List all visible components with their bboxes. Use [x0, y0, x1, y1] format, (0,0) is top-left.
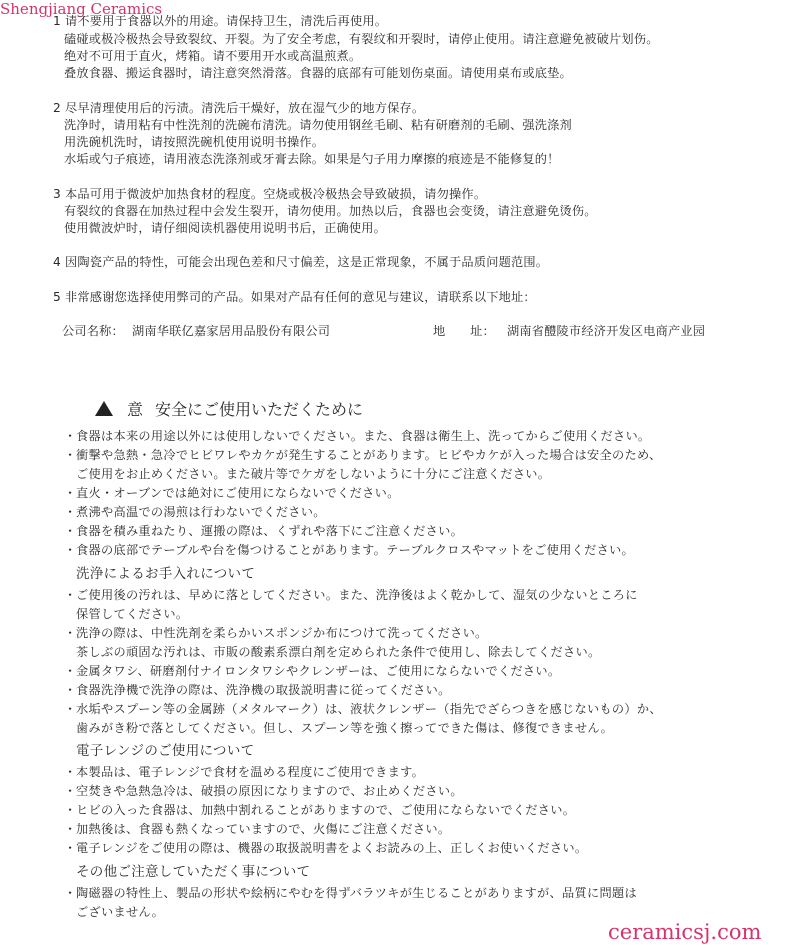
jp-line: ご使用をお止めください。また破片等でケガをしないように十分にご注意ください。 — [76, 467, 551, 481]
cn-line: 有裂纹的食器在加热过程中会发生裂开，请勿使用。加热以后，食器也会变烫，请注意避免烫伤。 — [64, 204, 597, 218]
jp-line: 歯みがき粉で落としてください。但し、スプーン等を強く擦ってできた傷は、修復できません。 — [76, 721, 614, 735]
jp-list-item: ・本製品は、電子レンジで食材を温める程度にご使用できます。 — [64, 765, 425, 779]
jp-list-item: ・電子レンジをご使用の際は、機器の取扱説明書をよくお読みの上、正しくお使いください。 — [64, 841, 588, 855]
cn-line: 叠放食器、搬运食器时，请注意突然滑落。食器的底部有可能划伤桌面。请使用桌布或底垫。 — [64, 66, 572, 80]
address: 湖南省醴陵市经济开发区电商产业园 — [507, 324, 706, 338]
jp-list-item: ・食器の底部でテーブルや台を傷つけることがあります。テーブルクロスやマットをご使用ください。 — [64, 543, 635, 557]
title-mark: 意 — [127, 400, 144, 419]
cn-item-5: 5 非常感谢您选择使用弊司的产品。如果对产品有任何的意见与建议，请联系以下地址： — [53, 290, 536, 304]
cn-line: 洗净时，请用粘有中性洗剂的洗碗布清洗。请勿使用钢丝毛刷、粘有研磨剂的毛刷、强洗涤剂 — [64, 118, 572, 132]
jp-line: 茶しぶの頑固な汚れは、市販の酸素系漂白剤を定められた条件で使用し、除去してください。 — [76, 645, 601, 659]
jp-list-item: ・金属タワシ、研磨剤付ナイロンタワシやクレンザーは、ご使用にならないでください。 — [64, 664, 561, 678]
title-text: 安全にご使用いただくために — [155, 400, 364, 419]
address-label: 地 址： — [433, 324, 495, 338]
cn-line: 水垢或勺子痕迹，请用液态洗涤剂或牙膏去除。如果是勺子用力摩擦的痕迹是不能修复的！ — [64, 152, 560, 166]
jp-list-item: ・陶磁器の特性上、製品の形状や絵柄にやむを得ずバラツキが生じることがありますが、品質に問題は — [64, 886, 637, 900]
jp-list-item: ・水垢やスプーン等の金属跡（メタルマーク）は、液状クレンザー（指先でざらつきを感じないもの）か、 — [64, 702, 662, 716]
company-name: 湖南华联亿嘉家居用品股份有限公司 — [132, 324, 331, 338]
jp-list-item: ・洗浄の際は、中性洗剤を柔らかいスポンジか布につけて洗ってください。 — [64, 626, 488, 640]
jp-list-item: ・煮沸や高温での湯煎は行わないでください。 — [64, 505, 326, 519]
cn-item-2: 2 尽早清理使用后的污渍。清洗后干燥好，放在湿气少的地方保存。 — [53, 101, 425, 115]
jp-list-item: ・加熱後は、食器も熱くなっていますので、火傷にご注意ください。 — [64, 822, 451, 836]
jp-list-item: ・衝撃や急熱・急冷でヒビワレやカケが発生することがあります。ヒビやカケが入った場合は安全のため、 — [64, 448, 662, 462]
jp-line: 保管してください。 — [76, 607, 189, 621]
jp-list-item: ・直火・オーブンでは絶対にご使用にならないでください。 — [64, 486, 400, 500]
jp-list-item: ・食器は本来の用途以外には使用しないでください。また、食器は衛生上、洗ってからご使用ください。 — [64, 429, 651, 443]
cn-line: 用洗碗机洗时，请按照洗碗机使用说明书操作。 — [64, 135, 325, 149]
jp-list-item: ・食器洗浄機で洗浄の際は、洗浄機の取扱説明書に従ってください。 — [64, 683, 451, 697]
jp-subheading: 電子レンジのご使用について — [76, 743, 255, 759]
jp-list-item: ・空焚きや急熱急冷は、破損の原因になりますので、お止めください。 — [64, 784, 463, 798]
jp-section-title — [95, 400, 363, 420]
cn-line: 磕碰或极冷极热会导致裂纹、开裂。为了安全考虑，有裂纹和开裂时，请停止使用。请注意避免被破片划伤。 — [64, 32, 659, 46]
cn-item-1: 1 请不要用于食器以外的用途。请保持卫生，清洗后再使用。 — [53, 14, 388, 28]
jp-list-item: ・食器を積み重ねたり、運搬の際は、くずれや落下にご注意ください。 — [64, 524, 464, 538]
watermark-bottom: ceramicsj.com — [608, 920, 762, 944]
jp-subheading: 洗浄によるお手入れについて — [76, 566, 256, 582]
jp-line: ございません。 — [76, 905, 165, 919]
cn-line: 绝对不可用于直火，烤箱。请不要用开水或高温煎煮。 — [64, 49, 362, 63]
company-label: 公司名称： — [62, 324, 124, 338]
jp-subheading: その他ご注意していただく事について — [76, 864, 311, 880]
cn-item-4: 4 因陶瓷产品的特性，可能会出现色差和尺寸偏差，这是正常现象，不属于品质问题范围。 — [53, 255, 549, 269]
jp-list-item: ・ご使用後の汚れは、早めに落としてください。また、洗浄後はよく乾かして、湿気の少ないところに — [64, 588, 638, 602]
cn-item-3: 3 本品可用于微波炉加热食材的程度。空烧或极冷极热会导致破损，请勿操作。 — [53, 187, 487, 201]
jp-list-item: ・ヒビの入った食器は、加熱中割れることがありますので、ご使用にならないでください。 — [64, 803, 576, 817]
warning-triangle-icon — [95, 401, 113, 416]
watermark-top: Shengjiang Ceramics — [0, 0, 163, 18]
cn-line: 使用微波炉时，请仔细阅读机器使用说明书后，正确使用。 — [64, 221, 387, 235]
